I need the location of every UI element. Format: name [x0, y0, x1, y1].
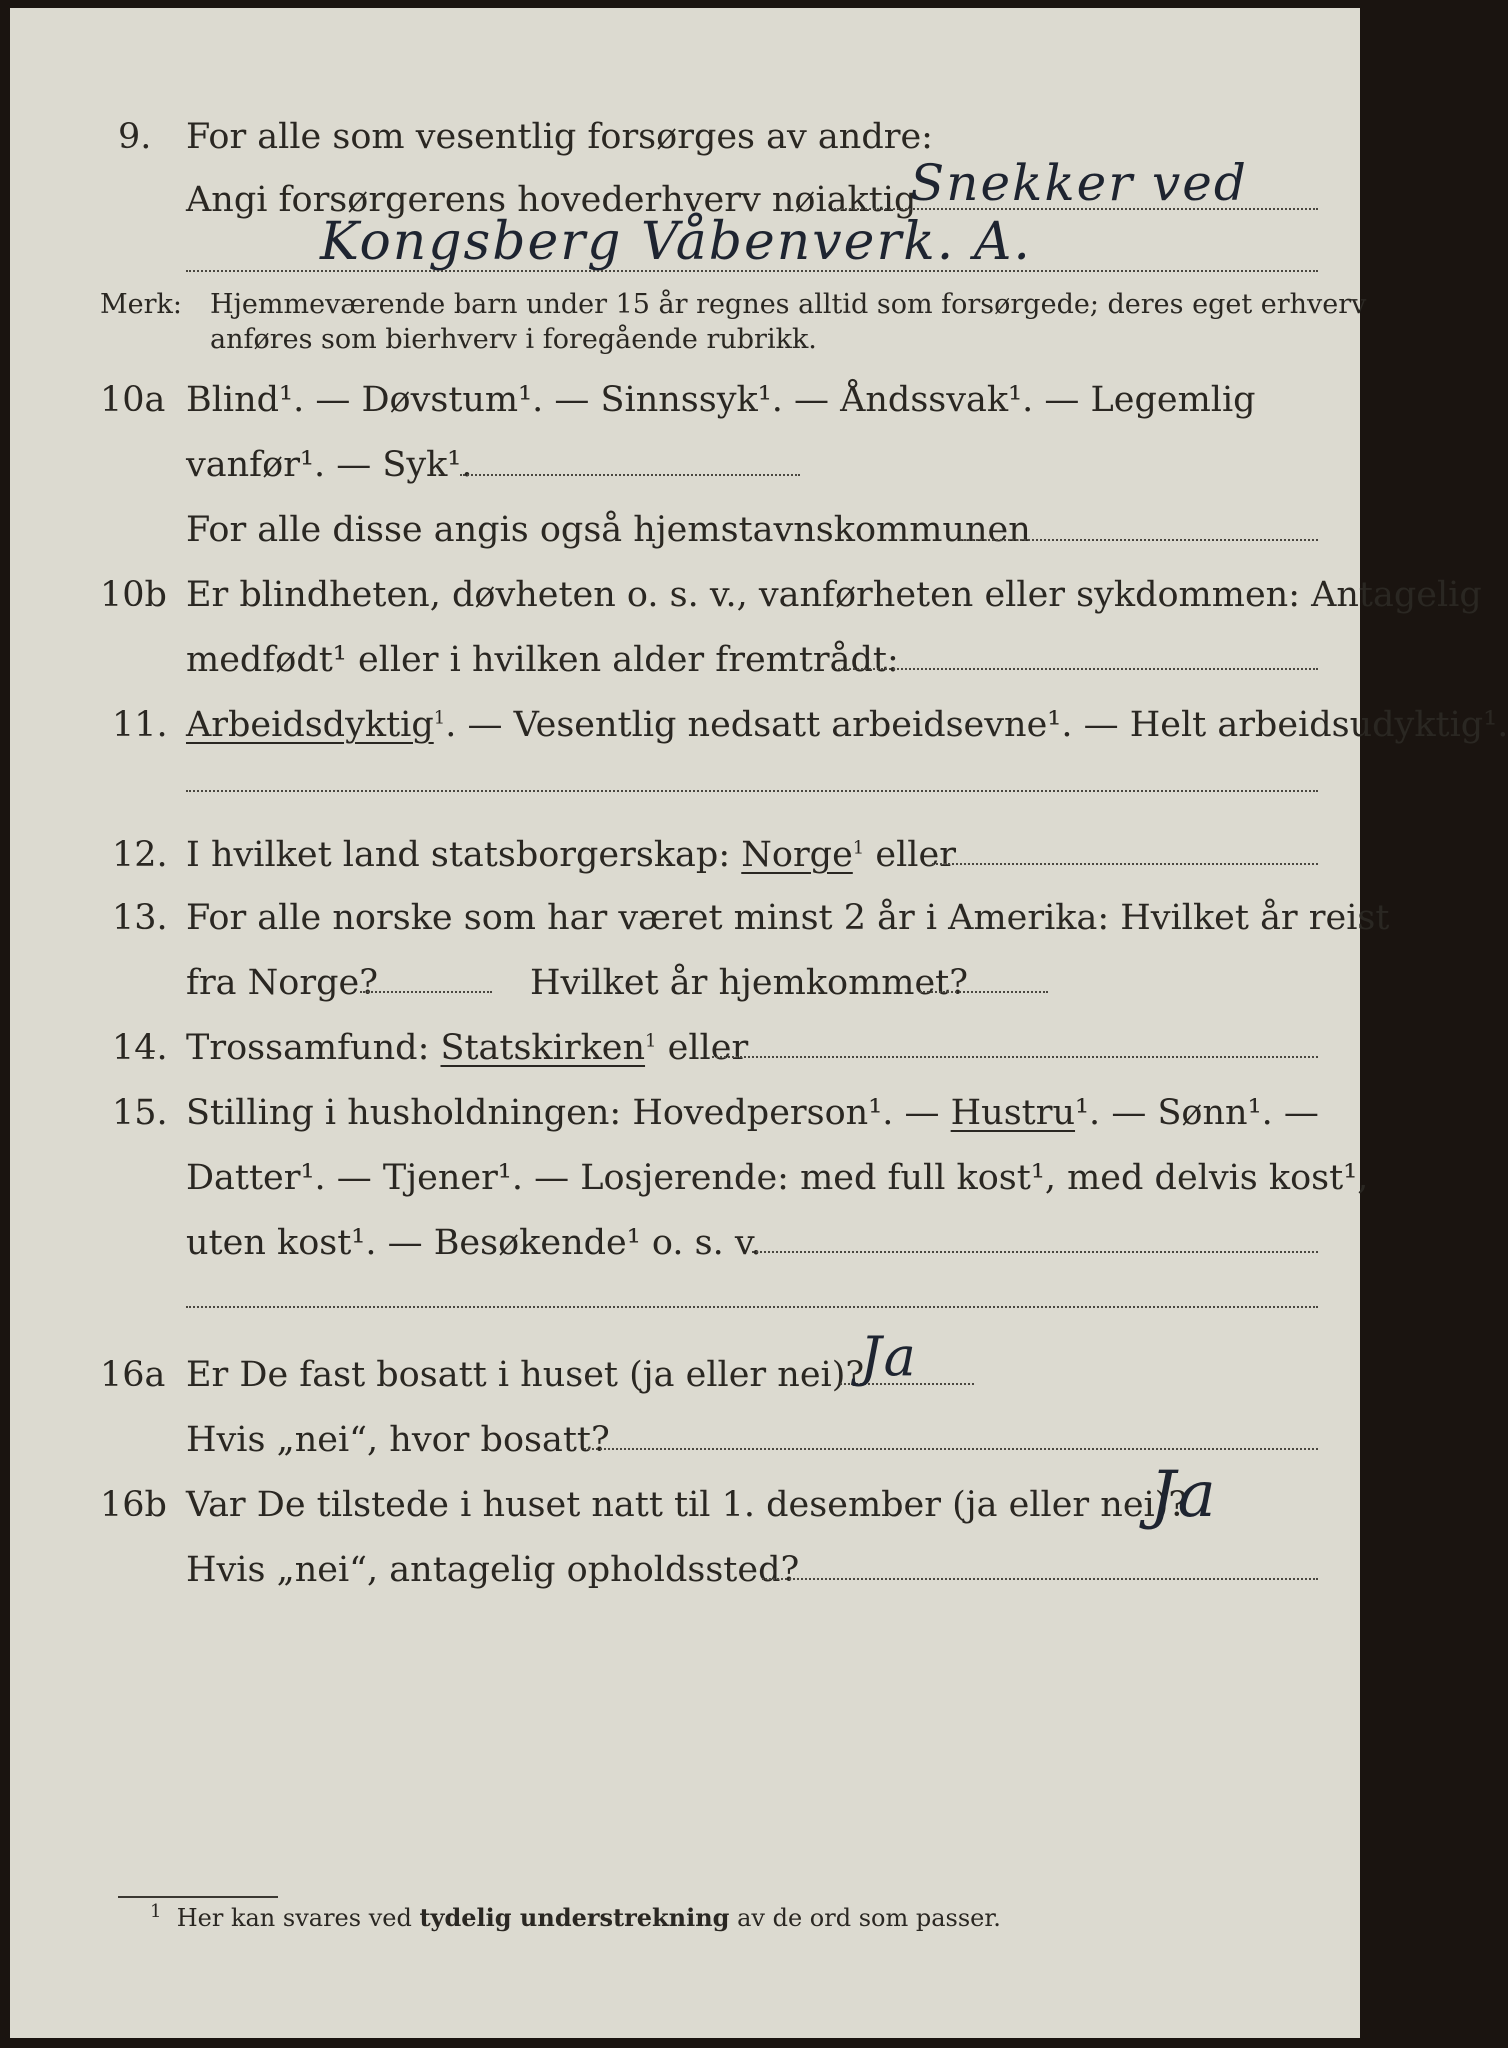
- q9-handwritten-answer1: Snekker ved: [910, 154, 1248, 212]
- q10a-hjemstavn-line[interactable]: [960, 539, 1318, 541]
- merk-label: Merk:: [100, 289, 182, 320]
- q16a-line2: Hvis „nei“, hvor bosatt?: [186, 1420, 610, 1460]
- q10a-answer-line[interactable]: [460, 474, 800, 476]
- q12-post: eller: [875, 835, 956, 875]
- q10b-answer-line[interactable]: [838, 668, 1318, 670]
- q9-number: 9.: [118, 117, 152, 157]
- q9-line2: Angi forsørgerens hovederhverv nøiaktig: [186, 180, 917, 220]
- q11-answer-line[interactable]: [186, 790, 1318, 792]
- q11-option-arbeidsdyktig-underlined[interactable]: Arbeidsdyktig: [186, 705, 434, 745]
- footnote-bold: tydelig understrekning: [419, 1903, 730, 1932]
- q15-answer-line[interactable]: [752, 1251, 1318, 1253]
- q16b-handwritten-answer: Ja: [1150, 1458, 1218, 1532]
- q16a-handwritten-answer: Ja: [860, 1325, 918, 1388]
- q15-line1: [186, 1093, 1319, 1133]
- q10b-number: 10b: [100, 575, 167, 615]
- footnote-pre: Her kan svares ved: [176, 1904, 412, 1932]
- q10a-line3: For alle disse angis også hjemstavnskommunen: [186, 510, 1031, 550]
- q12-answer-line[interactable]: [932, 863, 1318, 865]
- q13-hjemkommet-line[interactable]: [920, 991, 1048, 993]
- q16a-bosatt-line[interactable]: [584, 1448, 1318, 1450]
- q15-option-hustru-underlined[interactable]: Hustru: [950, 1093, 1076, 1133]
- q11-text: Arbeidsdyktig$^1$. — Vesentlig nedsatt arbeidsevne¹. — Helt arbeidsudyktig¹.: [186, 705, 1508, 745]
- q10a-number: 10a: [100, 380, 166, 420]
- q15-line3: uten kost¹. — Besøkende¹ o. s. v.: [186, 1223, 762, 1263]
- footnote-rule: [118, 1896, 278, 1898]
- q14-option-statskirken-underlined[interactable]: Statskirken: [440, 1028, 646, 1068]
- q12-option-norge-underlined[interactable]: Norge: [741, 835, 853, 875]
- q13-number: 13.: [112, 898, 168, 938]
- merk-line1: Hjemmeværende barn under 15 år regnes alltid som forsørgede; deres eget erhverv: [210, 289, 1367, 320]
- footnote-post: av de ord som passer.: [737, 1904, 1001, 1932]
- q14-pre: Trossamfund:: [186, 1028, 430, 1068]
- q16b-line1: Var De tilstede i huset natt til 1. desember (ja eller nei)?: [186, 1485, 1188, 1525]
- q12-text: I hvilket land statsborgerskap: Norge$^1$ eller: [186, 835, 956, 875]
- q15-line1a: Stilling i husholdningen: Hovedperson¹. —: [186, 1093, 940, 1133]
- q11-rest: . — Vesentlig nedsatt arbeidsevne¹. — Helt arbeidsudyktig¹.: [445, 705, 1508, 745]
- q14-post: eller: [667, 1028, 749, 1068]
- q15-line1b: ¹. — Sønn¹. —: [1075, 1093, 1319, 1133]
- q13-reist-line[interactable]: [360, 991, 492, 993]
- q10b-line2: medfødt¹ eller i hvilken alder fremtrådt:: [186, 640, 899, 680]
- q9-handwritten-answer2: Kongsberg Våbenverk. A.: [320, 212, 1032, 272]
- q12-pre: I hvilket land statsborgerskap:: [186, 835, 731, 875]
- q16b-opholdssted-line[interactable]: [762, 1578, 1318, 1580]
- q12-number: 12.: [112, 835, 168, 875]
- q11-number: 11.: [112, 705, 168, 745]
- q14-number: 14.: [112, 1028, 168, 1068]
- q16a-number: 16a: [100, 1355, 166, 1395]
- footnote-mark: 1: [150, 1901, 162, 1922]
- q13-line2b: Hvilket år hjemkommet?: [530, 963, 969, 1003]
- q15-number: 15.: [112, 1093, 168, 1133]
- merk-line2: anføres som bierhverv i foregående rubrikk.: [210, 324, 817, 355]
- q14-answer-line[interactable]: [712, 1056, 1318, 1058]
- q16b-number: 16b: [100, 1485, 167, 1525]
- q14-text: Trossamfund: Statskirken$^1$ eller: [186, 1028, 749, 1068]
- q10b-line1: Er blindheten, døvheten o. s. v., vanførheten eller sykdommen: Antagelig: [186, 575, 1482, 615]
- q15-line2: Datter¹. — Tjener¹. — Losjerende: med full kost¹, med delvis kost¹,: [186, 1158, 1369, 1198]
- census-form-page: [10, 8, 1508, 2038]
- footnote: [150, 1901, 1001, 1932]
- q10a-line1: Blind¹. — Døvstum¹. — Sinnssyk¹. — Åndssvak¹. — Legemlig: [186, 380, 1256, 420]
- q16a-line1: Er De fast bosatt i huset (ja eller nei)?: [186, 1355, 865, 1395]
- q13-line1: For alle norske som har været minst 2 år i Amerika: Hvilket år reist: [186, 898, 1390, 938]
- q10a-line2: vanfør¹. — Syk¹.: [186, 445, 473, 485]
- q15-extra-line[interactable]: [186, 1306, 1318, 1308]
- q16b-line2: Hvis „nei“, antagelig opholdssted?: [186, 1550, 800, 1590]
- q13-line2a: fra Norge?: [186, 963, 378, 1003]
- q9-line1: For alle som vesentlig forsørges av andre:: [186, 117, 933, 157]
